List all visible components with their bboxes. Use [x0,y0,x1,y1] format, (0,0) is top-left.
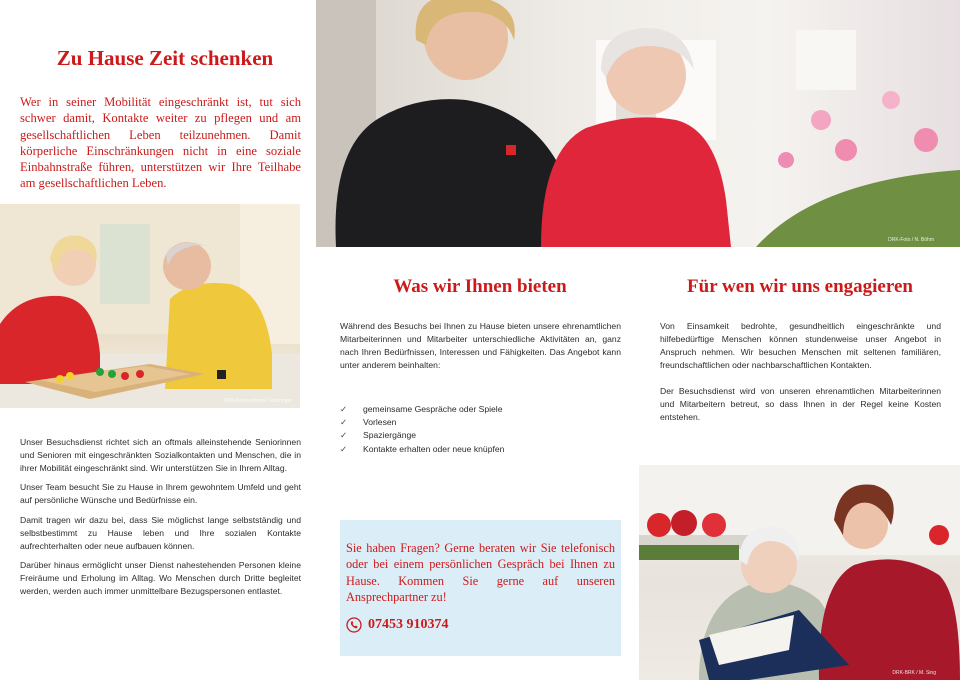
photo-credit: DRK-Foto / N. Böhm [888,237,934,243]
photo-credit: DRK-BRK / M. Sing [892,670,936,676]
list-item-label: Kontakte erhalten oder neue knüpfen [363,443,505,454]
contact-box [340,520,621,656]
list-item [340,429,621,442]
list-item [340,403,621,416]
paragraph: Unser Besuchsdienst richtet sich an oftmals alleinstehende Seniorinnen und Senioren mit eingeschränkten Sozialkontakten und Menschen, die in ihrer Mobilität eingeschränkt sind. Wir unterstützen Sie in Ihrem Alltag. [20,437,301,473]
list-item-label: Vorlesen [363,417,397,428]
right-body-text [660,320,941,437]
list-item-label: Spaziergänge [363,430,417,441]
paragraph: Von Einsamkeit bedrohte, gesundheitlich eingeschränkte und hilfebedürftige Menschen können stundenweise unser Angebot in Anspruch nehmen. Wir besuchen Menschen mit seltenen familiären, freundschaftlichen oder nachbarschaftlichen Kontakten. [660,321,941,370]
left-body-text [20,436,301,604]
contact-text: Sie haben Fragen? Gerne beraten wir Sie telefonisch oder bei einem persönlichen Gespräch bei Ihnen zu Hause. Kommen Sie gerne auf unseren Ansprechpartner zu! [346,541,615,605]
section-title-zu-hause: Zu Hause Zeit schenken [56,46,274,70]
left-column [0,0,318,680]
check-icon: ✓ [340,443,348,454]
offer-list [340,403,621,456]
section-title-angebot: Was wir Ihnen bieten [393,276,567,297]
photo-reading-together [639,465,960,680]
paragraph: Darüber hinaus ermöglicht unser Dienst nahestehenden Personen kleine Freiräume und Erholung im Alltag. Wo Menschen durch Dritte begleitet werden, werden auch immer unmittelbare Bezugspersonen entlastet. [20,560,301,596]
list-item-label: gemeinsame Gespräche oder Spiele [363,404,503,414]
paragraph: Unser Team besucht Sie zu Hause in Ihrem gewohntem Umfeld und geht auf persönliche Wünsche und Bedürfnisse ein. [20,482,301,506]
photo-credit: DRK-Kreisverband / Ranzinger [223,398,292,404]
photo-board-game [0,204,300,408]
check-icon: ✓ [340,430,348,441]
list-item [340,416,621,429]
phone-icon [346,617,362,633]
section-title-zielgruppe: Für wen wir uns engagieren [687,276,913,297]
offer-intro-text: Während des Besuchs bei Ihnen zu Hause bieten unsere ehrenamtlichen Mitarbeiterinnen und Mitarbeiter unterschiedliche Aktivitäten an, ganz nach Ihren Bedürfnissen, Interessen und Fähigkeiten. Das Angebot kann unter anderem beinhalten: [340,321,621,370]
phone-number: 07453 910374 [368,617,449,632]
check-icon: ✓ [340,417,348,428]
phone-number-link[interactable] [346,617,449,633]
list-item [340,443,621,456]
intro-text: Wer in seiner Mobilität eingeschränkt ist, tut sich schwer damit, Kontakte weiter zu pflegen und am gesellschaftlichen Leben teilzunehmen. Damit körperliche Einschränkungen nicht in eine soziale Einbahnstraße führen, unterstützen wir Ihre Teilhabe am gesellschaftlichen Leben. [20,95,301,191]
paragraph: Der Besuchsdienst wird von unseren ehrenamtlichen Mitarbeiterinnen und Mitarbeitern betreut, so dass Ihnen in der Regel keine Kosten entstehen. [660,386,941,422]
photo-volunteer-with-senior [316,0,960,247]
check-icon: ✓ [340,404,348,414]
paragraph: Damit tragen wir dazu bei, dass Sie möglichst lange selbstständig und selbstbestimmt zu Hause leben und Ihre sozialen Kontakte aufrechterhalten oder neue aufbauen können. [20,514,301,551]
